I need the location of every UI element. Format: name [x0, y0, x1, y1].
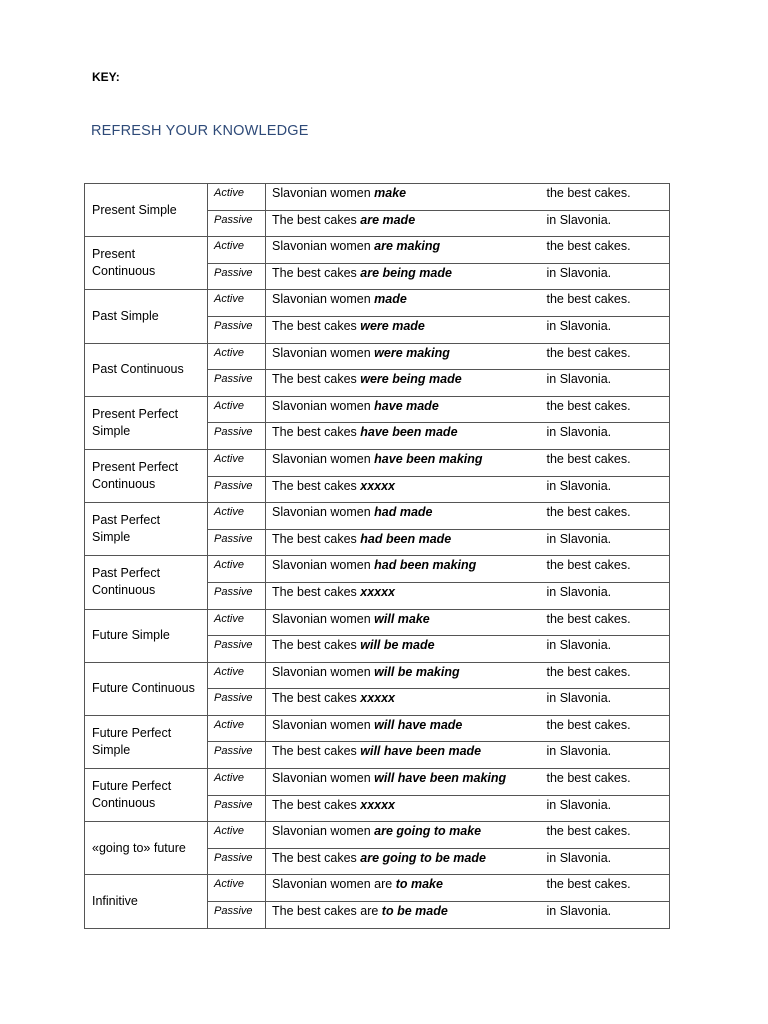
sentence-subject: Slavonian women [272, 239, 375, 254]
verb-form: are made [360, 212, 416, 227]
sentence-cell [266, 184, 541, 211]
sentence-cell [266, 715, 541, 742]
sentence-object: the best cakes. [541, 662, 670, 689]
sentence-object: in Slavonia. [541, 582, 670, 609]
sentence-cell [266, 556, 541, 583]
verb-form: were making [374, 345, 450, 360]
sentence-object: the best cakes. [541, 343, 670, 370]
sentence-cell [266, 423, 541, 450]
sentence-object: the best cakes. [541, 184, 670, 211]
sentence-subject: Slavonian women [272, 717, 375, 732]
voice-label: Passive [208, 370, 266, 397]
sentence-subject: The best cakes [272, 265, 361, 280]
sentence-subject: Slavonian women [272, 451, 375, 466]
sentence-object: in Slavonia. [541, 636, 670, 663]
tense-name: Present Simple [85, 184, 208, 237]
verb-plain: are [360, 904, 382, 919]
sentence-object: the best cakes. [541, 556, 670, 583]
sentence-subject: Slavonian women [272, 186, 375, 200]
sentence-cell [266, 689, 541, 716]
sentence-cell [266, 237, 541, 264]
voice-label: Passive [208, 742, 266, 769]
voice-label: Active [208, 556, 266, 583]
verb-form: will have been making [374, 771, 507, 786]
verb-form: were made [360, 318, 425, 333]
tense-name: Past Simple [85, 290, 208, 343]
section-heading: REFRESH YOUR KNOWLEDGE [91, 123, 309, 139]
voice-label: Passive [208, 795, 266, 822]
sentence-subject: Slavonian women [272, 824, 375, 839]
sentence-subject: The best cakes [272, 744, 361, 759]
table-row [85, 184, 670, 211]
sentence-subject: Slavonian women [272, 877, 375, 892]
voice-label: Passive [208, 529, 266, 556]
tense-name: Present Perfect Simple [85, 396, 208, 449]
sentence-subject: The best cakes [272, 478, 361, 493]
voice-label: Active [208, 662, 266, 689]
voice-label: Active [208, 875, 266, 902]
sentence-cell [266, 848, 541, 875]
sentence-cell [266, 316, 541, 343]
voice-label: Active [208, 609, 266, 636]
table-row [85, 556, 670, 583]
verb-form: make [374, 186, 407, 200]
verb-form: have been made [360, 425, 458, 440]
tense-table [84, 183, 670, 929]
table-row [85, 662, 670, 689]
verb-form: are making [374, 239, 441, 254]
verb-form: to make [395, 877, 443, 892]
sentence-subject: The best cakes [272, 691, 361, 706]
voice-label: Passive [208, 476, 266, 503]
sentence-subject: Slavonian women [272, 771, 375, 786]
key-label: KEY: [92, 70, 120, 84]
tense-name: Past Perfect Continuous [85, 556, 208, 609]
sentence-object: in Slavonia. [541, 902, 670, 929]
verb-form: had made [374, 505, 433, 520]
sentence-object: in Slavonia. [541, 210, 670, 237]
sentence-subject: The best cakes [272, 372, 361, 387]
tense-name: Past Perfect Simple [85, 503, 208, 556]
verb-form: had been made [360, 531, 452, 546]
sentence-subject: The best cakes [272, 850, 361, 865]
tense-name: Future Perfect Simple [85, 715, 208, 768]
sentence-cell [266, 875, 541, 902]
sentence-subject: Slavonian women [272, 398, 375, 413]
verb-form: will make [374, 611, 430, 626]
voice-label: Active [208, 184, 266, 211]
table-row [85, 290, 670, 317]
sentence-object: the best cakes. [541, 396, 670, 423]
voice-label: Active [208, 715, 266, 742]
voice-label: Passive [208, 902, 266, 929]
sentence-object: in Slavonia. [541, 370, 670, 397]
sentence-subject: Slavonian women [272, 558, 375, 573]
table-row [85, 609, 670, 636]
verb-form: made [374, 292, 407, 307]
tense-name: «going to» future [85, 822, 208, 875]
voice-label: Active [208, 822, 266, 849]
table-row [85, 822, 670, 849]
tense-name: Future Simple [85, 609, 208, 662]
sentence-cell [266, 210, 541, 237]
tense-name: Past Continuous [85, 343, 208, 396]
verb-plain: are [374, 877, 396, 892]
voice-label: Passive [208, 423, 266, 450]
sentence-cell [266, 609, 541, 636]
voice-label: Passive [208, 316, 266, 343]
sentence-object: in Slavonia. [541, 529, 670, 556]
sentence-object: the best cakes. [541, 715, 670, 742]
voice-label: Passive [208, 689, 266, 716]
tense-name: Infinitive [85, 875, 208, 928]
sentence-cell [266, 396, 541, 423]
tense-name: Future Continuous [85, 662, 208, 715]
voice-label: Active [208, 449, 266, 476]
sentence-cell [266, 370, 541, 397]
sentence-cell [266, 476, 541, 503]
table-row [85, 769, 670, 796]
sentence-object: in Slavonia. [541, 423, 670, 450]
verb-form: will have made [374, 717, 463, 732]
voice-label: Active [208, 503, 266, 530]
verb-form: xxxxx [360, 478, 396, 493]
sentence-cell [266, 290, 541, 317]
sentence-subject: The best cakes [272, 584, 361, 599]
voice-label: Passive [208, 582, 266, 609]
sentence-object: the best cakes. [541, 237, 670, 264]
table-row [85, 875, 670, 902]
voice-label: Passive [208, 210, 266, 237]
sentence-object: in Slavonia. [541, 263, 670, 290]
sentence-subject: The best cakes [272, 425, 361, 440]
tense-name: Future Perfect Continuous [85, 769, 208, 822]
sentence-object: the best cakes. [541, 290, 670, 317]
voice-label: Passive [208, 848, 266, 875]
sentence-cell [266, 902, 541, 929]
sentence-cell [266, 449, 541, 476]
verb-form: were being made [360, 372, 462, 387]
voice-label: Passive [208, 636, 266, 663]
tense-name: Present Perfect Continuous [85, 449, 208, 502]
sentence-object: in Slavonia. [541, 476, 670, 503]
sentence-subject: The best cakes [272, 904, 361, 919]
verb-form: xxxxx [360, 797, 396, 812]
sentence-cell [266, 343, 541, 370]
verb-form: are going to be made [360, 850, 486, 865]
sentence-object: the best cakes. [541, 769, 670, 796]
voice-label: Active [208, 237, 266, 264]
verb-form: will have been made [360, 744, 482, 759]
verb-form: will be made [360, 638, 435, 653]
sentence-subject: The best cakes [272, 797, 361, 812]
table-row [85, 343, 670, 370]
sentence-object: the best cakes. [541, 449, 670, 476]
sentence-subject: The best cakes [272, 318, 361, 333]
sentence-cell [266, 769, 541, 796]
table-row [85, 715, 670, 742]
sentence-subject: The best cakes [272, 531, 361, 546]
voice-label: Active [208, 343, 266, 370]
sentence-subject: Slavonian women [272, 292, 375, 307]
voice-label: Passive [208, 263, 266, 290]
voice-label: Active [208, 290, 266, 317]
sentence-subject: Slavonian women [272, 664, 375, 679]
verb-form: will be making [374, 664, 460, 679]
verb-form: have made [374, 398, 439, 413]
sentence-cell [266, 795, 541, 822]
sentence-object: the best cakes. [541, 875, 670, 902]
verb-form: are going to make [374, 824, 482, 839]
sentence-cell [266, 263, 541, 290]
sentence-object: in Slavonia. [541, 689, 670, 716]
sentence-cell [266, 503, 541, 530]
sentence-subject: The best cakes [272, 638, 361, 653]
sentence-subject: Slavonian women [272, 505, 375, 520]
table-row [85, 503, 670, 530]
voice-label: Active [208, 396, 266, 423]
verb-form: have been making [374, 451, 483, 466]
sentence-cell [266, 636, 541, 663]
table-row [85, 396, 670, 423]
sentence-object: the best cakes. [541, 822, 670, 849]
verb-form: xxxxx [360, 584, 396, 599]
sentence-cell [266, 582, 541, 609]
table-row [85, 449, 670, 476]
table-row [85, 237, 670, 264]
sentence-object: in Slavonia. [541, 742, 670, 769]
sentence-subject: Slavonian women [272, 611, 375, 626]
sentence-cell [266, 822, 541, 849]
verb-form: are being made [360, 265, 452, 280]
sentence-cell [266, 662, 541, 689]
sentence-cell [266, 529, 541, 556]
sentence-cell [266, 742, 541, 769]
sentence-object: in Slavonia. [541, 795, 670, 822]
sentence-subject: Slavonian women [272, 345, 375, 360]
sentence-object: in Slavonia. [541, 316, 670, 343]
voice-label: Active [208, 769, 266, 796]
verb-form: had been making [374, 558, 477, 573]
verb-form: xxxxx [360, 691, 396, 706]
verb-form: to be made [381, 904, 448, 919]
sentence-object: in Slavonia. [541, 848, 670, 875]
sentence-object: the best cakes. [541, 503, 670, 530]
sentence-subject: The best cakes [272, 212, 361, 227]
sentence-object: the best cakes. [541, 609, 670, 636]
tense-name: Present Continuous [85, 237, 208, 290]
